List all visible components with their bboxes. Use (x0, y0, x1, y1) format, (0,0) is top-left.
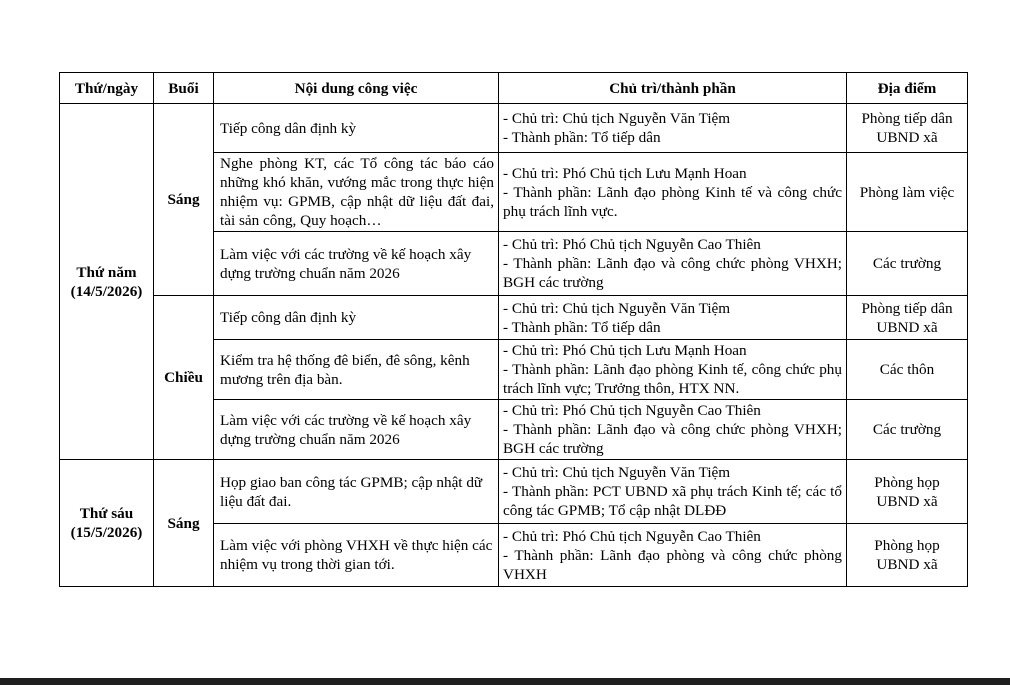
place-cell: Phòng làm việc (847, 153, 968, 232)
task-cell: Họp giao ban công tác GPMB; cập nhật dữ liệu đất đai. (214, 460, 499, 524)
header-session: Buổi (154, 73, 214, 104)
table-row (60, 460, 968, 524)
lead-cell (499, 153, 847, 232)
members-text: - Thành phần: PCT UBND xã phụ trách Kinh tế; các tổ công tác GPMB; Tổ cập nhật DLĐĐ (503, 483, 842, 519)
lead-cell (499, 340, 847, 400)
header-place: Địa điểm (847, 73, 968, 104)
bottom-bar (0, 678, 1010, 685)
task-cell: Làm việc với các trường về kế hoạch xây dựng trường chuẩn năm 2026 (214, 400, 499, 460)
chair-text: - Chủ trì: Phó Chủ tịch Nguyễn Cao Thiên (503, 527, 761, 545)
place-cell: Phòng họp UBND xã (847, 460, 968, 524)
chair-text: - Chủ trì: Chủ tịch Nguyễn Văn Tiệm (503, 299, 731, 317)
table-row (60, 296, 968, 340)
chair-text: - Chủ trì: Chủ tịch Nguyễn Văn Tiệm (503, 110, 731, 127)
lead-cell (499, 232, 847, 296)
table-row (60, 104, 968, 153)
day-cell (60, 104, 154, 460)
members-text: - Thành phần: Lãnh đạo và công chức phòng VHXH; BGH các trường (503, 255, 842, 291)
chair-text: - Chủ trì: Chủ tịch Nguyễn Văn Tiệm (503, 464, 731, 481)
task-cell: Nghe phòng KT, các Tổ công tác báo cáo những khó khăn, vướng mắc trong thực hiện nhiệm vụ: GPMB, cập nhật dữ liệu đất đai, tài sản công, Quy hoạch… (214, 153, 499, 232)
session-cell: Sáng (154, 460, 214, 587)
members-text: - Thành phần: Tổ tiếp dân (503, 129, 661, 146)
members-text: - Thành phần: Lãnh đạo và công chức phòng VHXH; BGH các trường (503, 421, 842, 457)
day-cell (60, 460, 154, 587)
chair-text: - Chủ trì: Phó Chủ tịch Lưu Mạnh Hoan (503, 164, 747, 182)
session-cell: Chiều (154, 296, 214, 460)
place-cell: Phòng tiếp dân UBND xã (847, 104, 968, 153)
day-date: (14/5/2026) (70, 282, 143, 300)
task-cell: Kiểm tra hệ thống đê biển, đê sông, kênh mương trên địa bàn. (214, 340, 499, 400)
day-name: Thứ sáu (79, 505, 134, 522)
members-text: - Thành phần: Lãnh đạo phòng Kinh tế và công chức phụ trách lĩnh vực. (503, 183, 842, 220)
place-cell: Phòng tiếp dân UBND xã (847, 296, 968, 340)
lead-cell (499, 400, 847, 460)
chair-text: - Chủ trì: Phó Chủ tịch Nguyễn Cao Thiên (503, 236, 761, 253)
task-cell: Tiếp công dân định kỳ (214, 104, 499, 153)
task-cell: Làm việc với các trường về kế hoạch xây dựng trường chuẩn năm 2026 (214, 232, 499, 296)
place-cell: Các thôn (847, 340, 968, 400)
lead-cell (499, 524, 847, 587)
members-text: - Thành phần: Tổ tiếp dân (503, 318, 661, 336)
schedule-table (59, 72, 968, 587)
table-header-row (60, 73, 968, 104)
lead-cell (499, 296, 847, 340)
day-date: (15/5/2026) (70, 524, 143, 541)
day-name: Thứ năm (76, 263, 137, 281)
task-cell: Làm việc với phòng VHXH về thực hiện các nhiệm vụ trong thời gian tới. (214, 524, 499, 587)
header-content: Nội dung công việc (214, 73, 499, 104)
header-date: Thứ/ngày (60, 73, 154, 104)
lead-cell (499, 460, 847, 524)
place-cell: Các trường (847, 400, 968, 460)
place-cell: Các trường (847, 232, 968, 296)
members-text: - Thành phần: Lãnh đạo phòng Kinh tế, công chức phụ trách lĩnh vực; Trưởng thôn, HTX NN. (503, 361, 842, 397)
chair-text: - Chủ trì: Phó Chủ tịch Nguyễn Cao Thiên (503, 402, 761, 419)
chair-text: - Chủ trì: Phó Chủ tịch Lưu Mạnh Hoan (503, 342, 747, 359)
members-text: - Thành phần: Lãnh đạo phòng và công chức phòng VHXH (503, 546, 842, 583)
header-lead: Chủ trì/thành phần (499, 73, 847, 104)
session-cell: Sáng (154, 104, 214, 296)
lead-cell (499, 104, 847, 153)
task-cell: Tiếp công dân định kỳ (214, 296, 499, 340)
place-cell: Phòng họp UBND xã (847, 524, 968, 587)
